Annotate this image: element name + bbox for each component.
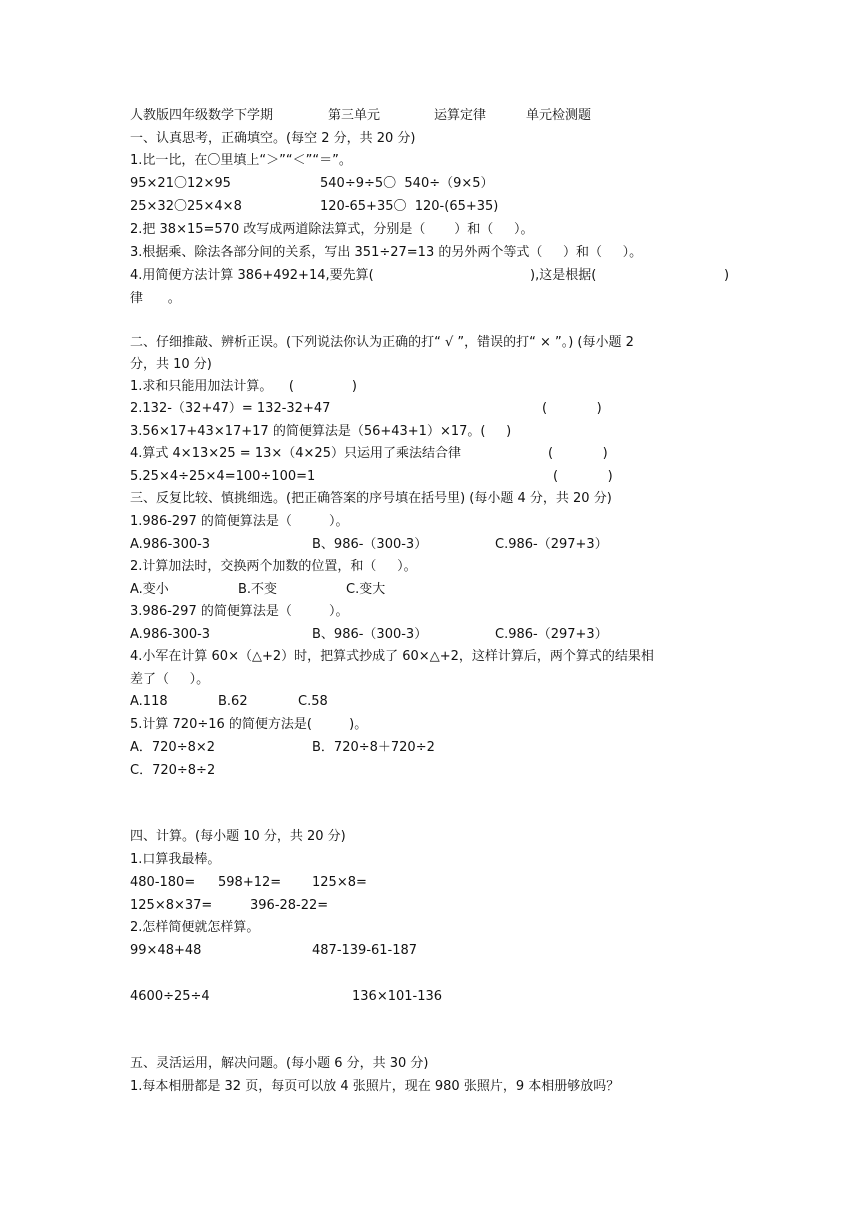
s1-q4-part2: ),这是根据( — [530, 268, 597, 283]
s3-q4-line2: 差了（ ）。 — [130, 672, 210, 687]
s1-q1: 1.比一比，在〇里填上“＞”“＜”“＝”。 — [130, 153, 352, 168]
s1-q3: 3.根据乘、除法各部分间的关系，写出 351÷27=13 的另外两个等式（ ）和（ ）。 — [130, 245, 643, 260]
oral-calc-3: 125×8= — [312, 875, 367, 890]
s3-q4-option-a: A.118 — [130, 694, 168, 709]
section-2-heading-line2: 分，共 10 分) — [130, 357, 212, 372]
s2-q5-paren: ( ) — [553, 469, 613, 484]
section-3-heading: 三、反复比较、慎挑细选。(把正确答案的序号填在括号里) (每小题 4 分，共 20 分) — [130, 491, 612, 506]
s2-q4: 4.算式 4×13×25 = 13×（4×25）只运用了乘法结合律 — [130, 446, 461, 461]
s3-q1-option-c: C.986-（297+3） — [495, 537, 608, 552]
s2-q5: 5.25×4÷25×4=100÷100=1 — [130, 469, 316, 484]
s3-q4-option-b: B.62 — [218, 694, 248, 709]
section-2-heading-line1: 二、仔细推敲、辨析正误。(下列说法你认为正确的打“ √ ”，错误的打“ × ”。) (每小题 2 — [130, 335, 634, 350]
s1-q1a: 95×21〇12×95 — [130, 176, 231, 191]
s3-q5: 5.计算 720÷16 的简便方法是( )。 — [130, 717, 368, 732]
s1-q1d: 120-65+35〇 120-(65+35) — [320, 199, 499, 214]
s3-q2-option-a: A.变小 — [130, 582, 169, 597]
calc-4: 136×101-136 — [352, 989, 443, 1004]
test-kind-label: 单元检测题 — [526, 108, 592, 123]
s3-q1: 1.986-297 的简便算法是（ ）。 — [130, 514, 349, 529]
section-4-heading: 四、计算。(每小题 10 分，共 20 分) — [130, 829, 346, 844]
s1-q1c: 25×32〇25×4×8 — [130, 199, 242, 214]
s5-q1: 1.每本相册都是 32 页，每页可以放 4 张照片，现在 980 张照片，9 本相册够放吗？ — [130, 1079, 620, 1094]
oral-calc-2: 598+12= — [218, 875, 282, 890]
s3-q4-line1: 4.小军在计算 60×（△+2）时，把算式抄成了 60×△+2，这样计算后，两个算式的结果相 — [130, 649, 654, 664]
s2-q2: 2.132-（32+47）= 132-32+47 — [130, 401, 331, 416]
s3-q5-option-b: B．720÷8＋720÷2 — [312, 740, 435, 755]
s2-q2-paren: ( ) — [542, 401, 602, 416]
unit-label: 第三单元 — [328, 108, 381, 123]
oral-calc-4: 125×8×37= — [130, 898, 213, 913]
s3-q4-option-c: C.58 — [298, 694, 328, 709]
s3-q3-option-a: A.986-300-3 — [130, 627, 211, 642]
s1-q4-part1: 4.用简便方法计算 386+492+14,要先算( — [130, 268, 374, 283]
s3-q5-option-a: A．720÷8×2 — [130, 740, 216, 755]
s3-q1-option-b: B、986-（300-3） — [312, 537, 428, 552]
s3-q3-option-b: B、986-（300-3） — [312, 627, 428, 642]
s3-q3: 3.986-297 的简便算法是（ ）。 — [130, 604, 349, 619]
section-1-heading: 一、认真思考，正确填空。(每空 2 分，共 20 分) — [130, 131, 416, 146]
calc-1: 99×48+48 — [130, 943, 202, 958]
s3-q2-option-c: C.变大 — [346, 582, 386, 597]
s2-q1: 1.求和只能用加法计算。 ( ) — [130, 379, 357, 394]
s1-q1b: 540÷9÷5〇 540÷（9×5） — [320, 176, 494, 191]
s3-q5-option-c: C．720÷8÷2 — [130, 763, 216, 778]
s3-q2-option-b: B.不变 — [238, 582, 278, 597]
s3-q3-option-c: C.986-（297+3） — [495, 627, 608, 642]
s1-q4-part4: 律 。 — [130, 291, 181, 306]
s1-q2: 2.把 38×15=570 改写成两道除法算式，分别是（ ）和（ ）。 — [130, 222, 534, 237]
s4-q1: 1.口算我最棒。 — [130, 852, 221, 867]
section-5-heading: 五、灵活运用，解决问题。(每小题 6 分，共 30 分) — [130, 1056, 429, 1071]
topic-label: 运算定律 — [434, 108, 487, 123]
calc-2: 487-139-61-187 — [312, 943, 418, 958]
oral-calc-5: 396-28-22= — [250, 898, 329, 913]
s2-q3: 3.56×17+43×17+17 的简便算法是（56+43+1）×17。( ) — [130, 424, 512, 439]
s4-q2: 2.怎样简便就怎样算。 — [130, 920, 260, 935]
s1-q4-part3: ) — [724, 268, 730, 283]
s2-q4-paren: ( ) — [548, 446, 608, 461]
s3-q1-option-a: A.986-300-3 — [130, 537, 211, 552]
worksheet-title: 人教版四年级数学下学期 — [130, 108, 274, 123]
s3-q2: 2.计算加法时，交换两个加数的位置，和（ ）。 — [130, 559, 417, 574]
calc-3: 4600÷25÷4 — [130, 989, 210, 1004]
oral-calc-1: 480-180= — [130, 875, 196, 890]
